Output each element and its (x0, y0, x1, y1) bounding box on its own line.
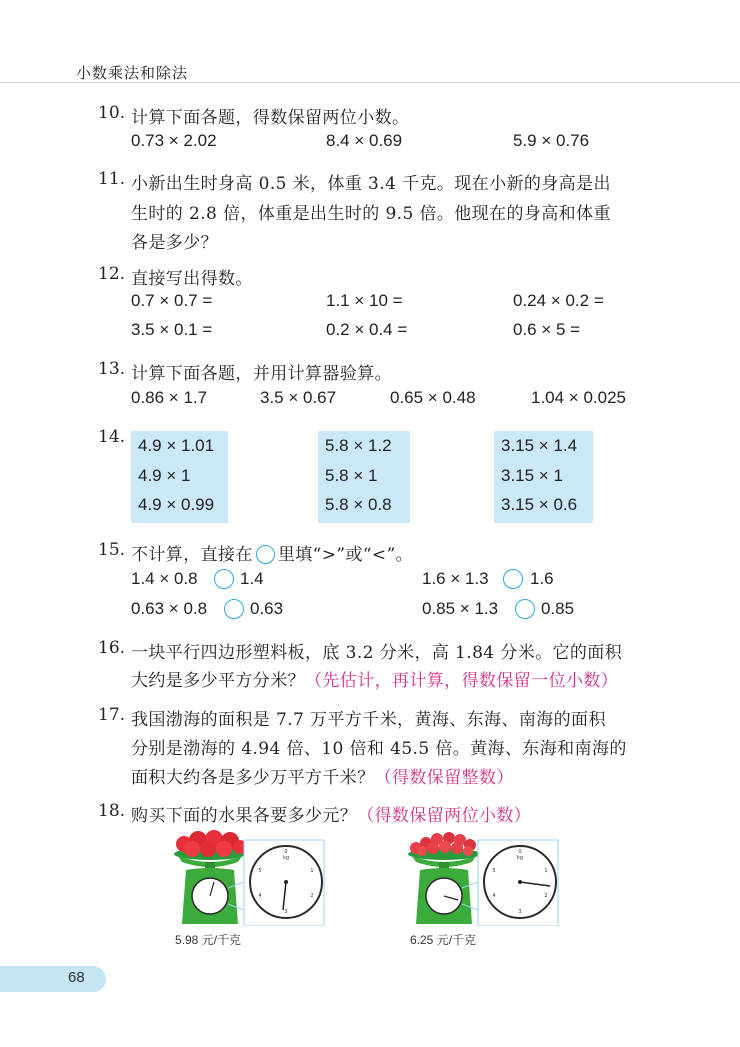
svg-text:kg: kg (516, 855, 524, 861)
expression: 3.15 × 0.6 (501, 495, 578, 514)
question-text: 计算下面各题，并用计算器验算。 (131, 364, 392, 384)
lychees-icon (408, 832, 480, 860)
question-text-part: 购买下面的水果各要多少元？ (131, 806, 358, 826)
question-text: 直接写出得数。 (131, 269, 253, 289)
expression: 3.15 × 1.4 (501, 436, 578, 455)
question-text-line: 分别是渤海的 4.94 倍、10 倍和 45.5 倍。黄海、东海和南海的 (131, 739, 627, 759)
expression: 0.85 (541, 599, 575, 618)
question-text (131, 540, 413, 565)
expression: 5.8 × 0.8 (325, 495, 392, 514)
svg-text:3: 3 (518, 909, 522, 915)
question-text-line: 各是多少？ (131, 233, 218, 253)
question-text-line (131, 763, 514, 788)
expression: 1.4 × 0.8 (131, 569, 198, 588)
expression: 0.2 × 0.4 = (326, 320, 408, 339)
question-text-line (131, 666, 618, 691)
compare-circle-icon (256, 545, 275, 564)
expression: 1.04 × 0.025 (531, 388, 627, 407)
expression: 5.8 × 1.2 (325, 436, 392, 455)
expression: 0.24 × 0.2 = (513, 291, 604, 310)
expression: 0.73 × 2.02 (131, 131, 217, 150)
question-text-line (131, 801, 531, 826)
question-text: 计算下面各题，得数保留两位小数。 (131, 108, 410, 128)
expression: 1.4 (240, 569, 264, 588)
expression: 4.9 × 0.99 (138, 495, 215, 514)
expression: 1.1 × 10 = (326, 291, 403, 310)
expression: 0.63 × 0.8 (131, 599, 208, 618)
expression-group-box (131, 431, 228, 523)
expression: 3.5 × 0.67 (260, 388, 337, 407)
question-hint: （得数保留整数） (374, 768, 514, 788)
svg-text:1: 1 (310, 868, 314, 874)
expression-group-box (318, 431, 410, 523)
svg-text:1: 1 (544, 868, 548, 874)
page-number-tab (0, 966, 106, 992)
question-text-line: 小新出生时身高 0.5 米，体重 3.4 千克。现在小新的身高是出 (131, 174, 611, 194)
question-text-part: 里填“>”或“<”。 (277, 545, 414, 565)
svg-text:kg: kg (282, 855, 290, 861)
question-number: 16. (98, 638, 126, 658)
compare-circle-input[interactable] (214, 569, 234, 589)
fruit-price: 5.98 元/千克 (175, 933, 242, 947)
expression: 0.65 × 0.48 (390, 388, 476, 407)
expression: 0.6 × 5 = (513, 320, 581, 339)
svg-text:2: 2 (310, 893, 314, 899)
question-hint: （先估计，再计算，得数保留一位小数） (305, 671, 619, 691)
question-text-part: 不计算，直接在 (131, 545, 253, 565)
expression: 1.6 (530, 569, 554, 588)
header-divider (0, 82, 740, 83)
expression: 0.63 (250, 599, 284, 618)
lychee-scale-illustration (402, 826, 568, 926)
svg-text:2: 2 (544, 893, 548, 899)
question-number: 11. (98, 169, 126, 189)
question-number: 15. (98, 540, 126, 560)
svg-text:4: 4 (258, 893, 262, 899)
question-hint: （得数保留两位小数） (357, 806, 532, 826)
page-number: 68 (68, 969, 85, 986)
svg-text:4: 4 (492, 893, 496, 899)
question-number: 10. (98, 103, 126, 123)
question-text-part: 大约是多少平方分米？ (131, 671, 305, 691)
expression-group-box (494, 431, 593, 523)
fruit-price: 6.25 元/千克 (410, 933, 477, 947)
expression: 4.9 × 1 (138, 465, 191, 485)
compare-circle-input[interactable] (503, 569, 523, 589)
expression: 8.4 × 0.69 (326, 131, 403, 150)
question-text-line: 一块平行四边形塑料板，底 3.2 分米，高 1.84 分米。它的面积 (131, 643, 623, 663)
question-number: 14. (98, 427, 126, 447)
expression: 3.15 × 1 (501, 465, 563, 485)
apple-scale-illustration (168, 826, 334, 926)
expression: 0.85 × 1.3 (422, 599, 499, 618)
question-text-line: 生时的 2.8 倍，体重是出生时的 9.5 倍。他现在的身高和体重 (131, 204, 611, 224)
svg-text:3: 3 (284, 909, 288, 915)
svg-text:5: 5 (492, 868, 496, 874)
expression: 1.6 × 1.3 (422, 569, 489, 588)
expression: 5.9 × 0.76 (513, 131, 590, 150)
question-number: 13. (98, 359, 126, 379)
compare-circle-input[interactable] (224, 599, 244, 619)
question-number: 17. (98, 705, 126, 725)
question-number: 18. (98, 801, 126, 821)
expression: 5.8 × 1 (325, 465, 378, 485)
expression: 0.7 × 0.7 = (131, 291, 213, 310)
svg-text:5: 5 (258, 868, 262, 874)
expression: 3.5 × 0.1 = (131, 320, 213, 339)
question-text-line: 我国渤海的面积是 7.7 万平方千米，黄海、东海、南海的面积 (131, 710, 606, 730)
chapter-title: 小数乘法和除法 (76, 64, 189, 82)
question-number: 12. (98, 264, 126, 284)
apples-icon (174, 830, 247, 860)
compare-circle-input[interactable] (515, 599, 535, 619)
expression: 4.9 × 1.01 (138, 436, 215, 455)
question-text-part: 面积大约各是多少万平方千米？ (131, 768, 375, 788)
svg-text:0: 0 (284, 849, 288, 855)
expression: 0.86 × 1.7 (131, 388, 208, 407)
svg-text:0: 0 (518, 849, 522, 855)
